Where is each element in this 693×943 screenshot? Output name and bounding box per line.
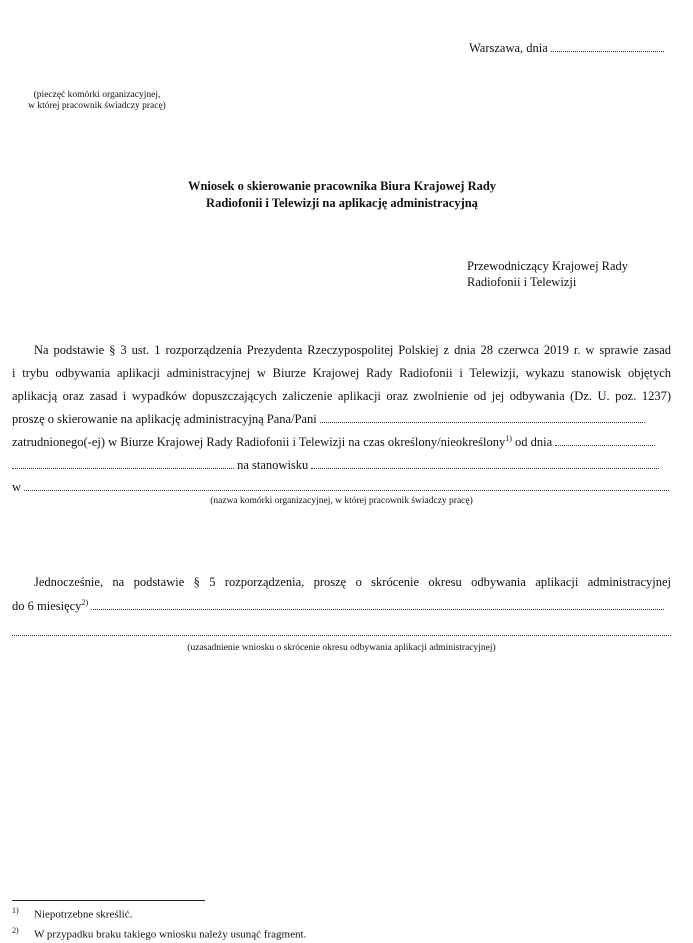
footnote-2: 2) W przypadku braku takiego wniosku należy usunąć fragment.: [12, 925, 307, 941]
unit-field[interactable]: [24, 481, 669, 491]
stamp-note-line1: (pieczęć komórki organizacyjnej,: [33, 90, 161, 100]
footnote-ref-1: 1): [505, 433, 512, 443]
end-date-field[interactable]: [12, 459, 234, 469]
date-field[interactable]: [551, 42, 664, 52]
body-line-3: aplikacją oraz zasad i wypadków dopuszczających zaliczenie aplikacji oraz zwolnienie od jej odbywania (Dz. U. poz. 1237): [12, 389, 671, 403]
body-line-4: proszę o skierowanie na aplikację administracyjną Pana/Pani: [12, 412, 671, 427]
second-line-1: Jednocześnie, na podstawie § 5 rozporządzenia, proszę o skrócenie okresu odbywania aplikacji administracyjnej: [34, 575, 671, 589]
body-line-1: Na podstawie § 3 ust. 1 rozporządzenia Prezydenta Rzeczypospolitej Polskiej z dnia 28 czerwca 2019 r. w sprawie zasad: [34, 343, 671, 357]
document-title: [100, 178, 584, 212]
applicant-name-field[interactable]: [320, 413, 645, 423]
second-line-2: do 6 miesięcy$^{2)}$: [12, 599, 671, 614]
body-line-5: zatrudnionego(-ej) w Biurze Krajowej Rady Radiofonii i Telewizji na czas określony/nieokreślony$^{1)}$ od dnia: [12, 435, 671, 450]
footnote-ref-2: 2): [81, 597, 89, 607]
addressee-line2: Radiofonii i Telewizji: [467, 275, 577, 289]
addressee: [467, 258, 628, 290]
addressee-line1: Przewodniczący Krajowej Rady: [467, 259, 629, 273]
shortening-field-1[interactable]: [91, 600, 664, 610]
place-date-label: Warszawa, dnia: [469, 41, 548, 55]
title-line1: Wniosek o skierowanie pracownika Biura Krajowej Rady: [187, 179, 497, 193]
start-date-field[interactable]: [555, 436, 655, 446]
unit-field-caption: (nazwa komórki organizacyjnej, w której pracownik świadczy pracę): [210, 496, 473, 506]
second-line-3: [12, 625, 671, 640]
place-date: [469, 37, 664, 60]
body-line-7: w: [12, 480, 671, 495]
shortening-field-2[interactable]: [12, 626, 671, 636]
footnote-1: 1) Niepotrzebne skreślić.: [12, 906, 133, 921]
footnote-separator: [12, 900, 205, 901]
justification-caption: (uzasadnienie wniosku o skrócenie okresu odbywania aplikacji administracyjnej): [187, 643, 496, 653]
body-line-2: i trybu odbywania aplikacji administracyjnej w Biurze Krajowej Rady Radiofonii i Telewizji, wykazu stanowisk objętych: [12, 366, 671, 380]
position-field[interactable]: [311, 459, 659, 469]
title-line2: Radiofonii i Telewizji na aplikację administracyjną: [206, 196, 478, 210]
stamp-note-line2: w której pracownik świadczy pracę): [28, 101, 166, 111]
body-line-6: na stanowisku: [12, 458, 671, 473]
footnotes: [12, 903, 306, 942]
stamp-note: [12, 90, 182, 112]
